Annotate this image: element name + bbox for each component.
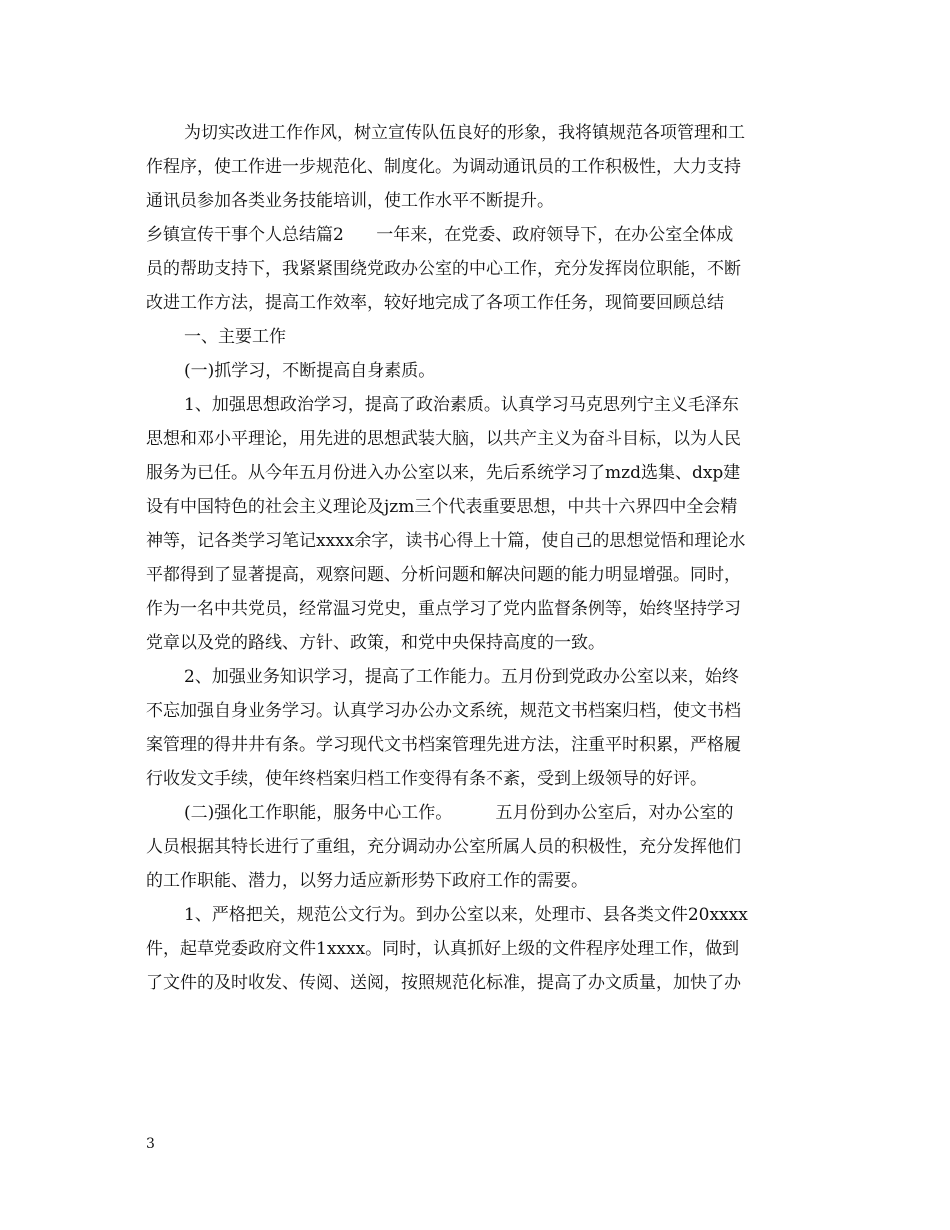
text-line: 作为一名中共党员，经常温习党史，重点学习了党内监督条例等，始终坚持学习 [146, 599, 741, 619]
text-line: 2、加强业务知识学习，提高了工作能力。五月份到党政办公室以来，始终 [184, 667, 739, 687]
text-line: 作程序，使工作进一步规范化、制度化。为调动通讯员的工作积极性，大力支持 [146, 157, 741, 177]
text-line: 件，起草党委政府文件1xxxx。同时，认真抓好上级的文件程序处理工作，做到 [146, 939, 740, 959]
text-line: 平都得到了显著提高，观察问题、分析问题和解决问题的能力明显增强。同时， [146, 565, 741, 585]
text-line: 服务为已任。从今年五月份进入办公室以来，先后系统学习了mzd选集、dxp建 [146, 463, 741, 483]
text-line: 不忘加强自身业务学习。认真学习办公办文系统，规范文书档案归档，使文书档 [146, 701, 741, 721]
text-line: 员的帮助支持下，我紧紧围绕党政办公室的中心工作，充分发挥岗位职能，不断 [146, 259, 741, 279]
text-line: 乡镇宣传干事个人总结篇2 一年来，在党委、政府领导下，在办公室全体成 [146, 225, 734, 245]
text-line: 神等，记各类学习笔记xxxx余字，读书心得上十篇，使自己的思想觉悟和理论水 [146, 531, 746, 551]
text-line: 1、加强思想政治学习，提高了政治素质。认真学习马克思列宁主义毛泽东 [184, 395, 739, 415]
page-number: 3 [146, 1136, 155, 1152]
text-line: 党章以及党的路线、方针、政策，和党中央保持高度的一致。 [146, 633, 605, 653]
subsection-heading: (一)抓学习，不断提高自身素质。 [184, 361, 436, 381]
text-line: 行收发文手续，使年终档案归档工作变得有条不紊，受到上级领导的好评。 [146, 769, 707, 789]
text-line: 改进工作方法，提高工作效率，较好地完成了各项工作任务，现简要回顾总结 [146, 293, 724, 313]
text-line: 设有中国特色的社会主义理论及jzm三个代表重要思想，中共十六界四中全会精 [146, 497, 738, 517]
text-line: 案管理的得井井有条。学习现代文书档案管理先进方法，注重平时积累，严格履 [146, 735, 741, 755]
text-line: 了文件的及时收发、传阅、送阅，按照规范化标准，提高了办文质量，加快了办 [146, 973, 741, 993]
text-line: 的工作职能、潜力，以努力适应新形势下政府工作的需要。 [146, 871, 588, 891]
subsection-heading: (二)强化工作职能，服务中心工作。 五月份到办公室后，对办公室的 [184, 803, 734, 823]
text-line: 思想和邓小平理论，用先进的思想武装大脑，以共产主义为奋斗目标，以为人民 [146, 429, 741, 449]
text-line: 人员根据其特长进行了重组，充分调动办公室所属人员的积极性，充分发挥他们 [146, 837, 741, 857]
section-heading: 一、主要工作 [184, 327, 286, 347]
text-line: 为切实改进工作作风，树立宣传队伍良好的形象，我将镇规范各项管理和工 [184, 123, 745, 143]
text-line: 1、严格把关，规范公文行为。到办公室以来，处理市、县各类文件20xxxx [184, 905, 748, 925]
text-line: 通讯员参加各类业务技能培训，使工作水平不断提升。 [146, 191, 554, 211]
